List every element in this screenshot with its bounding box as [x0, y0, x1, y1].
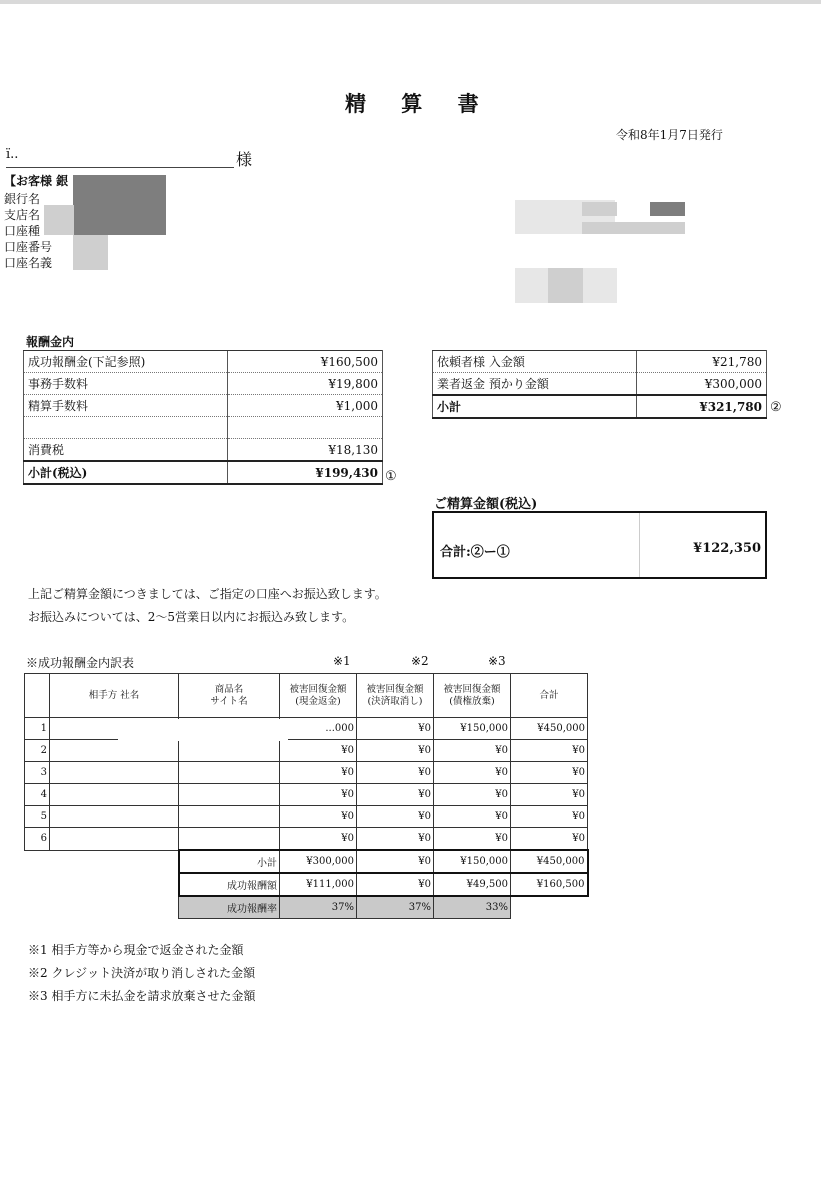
account-holder-label: 口座名義 — [4, 256, 53, 270]
star-note-2: ※2 — [411, 654, 429, 668]
breakdown-row — [25, 806, 588, 828]
fee-cancel: ¥0 — [357, 873, 434, 896]
fee-amount: ¥18,130 — [228, 439, 383, 462]
breakdown-title: ※成功報酬金内訳表 — [26, 656, 135, 670]
cash-cell: ¥0 — [280, 806, 357, 828]
waive-cell: ¥150,000 — [434, 718, 511, 740]
fee-row — [24, 373, 383, 395]
fee-total: ¥160,500 — [511, 873, 588, 896]
redaction-block — [582, 222, 685, 234]
footnote-2: ※2 クレジット決済が取り消しされた金額 — [28, 966, 256, 980]
fee-waive: ¥49,500 — [434, 873, 511, 896]
col-header-product: 商品名 サイト名 — [179, 674, 280, 718]
product-cell — [179, 784, 280, 806]
total-cell: ¥0 — [511, 784, 588, 806]
redaction-block — [118, 719, 288, 741]
redaction-block — [582, 202, 617, 216]
fee-subtotal-row — [24, 461, 383, 484]
row-number: 2 — [25, 740, 50, 762]
breakdown-row — [25, 740, 588, 762]
counterparty-cell — [50, 784, 179, 806]
col-header-no — [25, 674, 50, 718]
rate-label: 成功報酬率 — [179, 896, 280, 919]
cash-cell: ¥0 — [280, 828, 357, 851]
footnote-1: ※1 相手方等から現金で返金された金額 — [28, 943, 244, 957]
fee-cash: ¥111,000 — [280, 873, 357, 896]
honorific: 様 — [236, 150, 253, 169]
fee-label: 成功報酬金(下記参照) — [24, 351, 228, 373]
cash-cell: ¥0 — [280, 784, 357, 806]
transfer-note: 上記ご精算金額につきましては、ご指定の口座へお振込致します。 — [28, 587, 387, 601]
subtotal-marker-1: ① — [385, 469, 397, 484]
counterparty-cell — [50, 806, 179, 828]
star-note-3: ※3 — [488, 654, 506, 668]
cash-cell: ¥0 — [280, 762, 357, 784]
footnote-3: ※3 相手方に未払金を請求放棄させた金額 — [28, 989, 256, 1003]
deposits-table — [432, 350, 767, 419]
cash-cell: ...000 — [280, 718, 357, 740]
fee-label — [24, 417, 228, 439]
settlement-total-amount: ¥122,350 — [693, 541, 761, 556]
subtotal-cancel: ¥0 — [357, 850, 434, 873]
fee-subtotal-label: 小計(税込) — [24, 461, 228, 484]
fee-row — [24, 395, 383, 417]
fee-row — [24, 351, 383, 373]
cash-cell: ¥0 — [280, 740, 357, 762]
transfer-timing-note: お振込みについては、2～5営業日以内にお振込み致します。 — [28, 610, 355, 624]
redaction-block — [73, 175, 166, 235]
fee-subtotal-amount: ¥199,430 — [228, 461, 383, 484]
redaction-block — [73, 235, 108, 270]
breakdown-row — [25, 784, 588, 806]
fee-amount: ¥160,500 — [228, 351, 383, 373]
customer-name-line — [6, 147, 234, 168]
deposit-label: 業者返金 預かり金額 — [433, 373, 637, 396]
col-header-cancel: 被害回復金額 (決済取消し) — [357, 674, 434, 718]
col-header-counterparty: 相手方 社名 — [50, 674, 179, 718]
fee-label: 精算手数料 — [24, 395, 228, 417]
waive-cell: ¥0 — [434, 806, 511, 828]
rate-waive: 33% — [434, 896, 511, 919]
breakdown-header-row — [25, 674, 588, 718]
fee-row — [24, 439, 383, 462]
bank-name-label: 銀行名 — [4, 192, 41, 206]
redaction-block — [650, 202, 685, 216]
subtotal-marker-2: ② — [770, 400, 782, 415]
customer-name-fragment: ï.. — [6, 147, 19, 162]
counterparty-cell — [50, 828, 179, 851]
waive-cell: ¥0 — [434, 828, 511, 851]
document-title: 精 算 書 — [345, 91, 493, 116]
settlement-title: ご精算金額(税込) — [434, 497, 538, 512]
row-number: 3 — [25, 762, 50, 784]
account-number-label: 口座番号 — [4, 240, 53, 254]
breakdown-rate-row — [25, 896, 588, 919]
waive-cell: ¥0 — [434, 740, 511, 762]
deposit-subtotal-label: 小計 — [433, 395, 637, 418]
cancel-cell: ¥0 — [357, 740, 434, 762]
deposit-subtotal-amount: ¥321,780 — [637, 395, 767, 418]
breakdown-row — [25, 718, 588, 740]
deposit-amount: ¥300,000 — [637, 373, 767, 396]
breakdown-subtotal-row — [25, 850, 588, 873]
breakdown-row — [25, 762, 588, 784]
cancel-cell: ¥0 — [357, 806, 434, 828]
subtotal-waive: ¥150,000 — [434, 850, 511, 873]
row-number: 1 — [25, 718, 50, 740]
col-header-total: 合計 — [511, 674, 588, 718]
rate-cancel: 37% — [357, 896, 434, 919]
branch-name-label: 支店名 — [4, 208, 41, 222]
fee-amount-label: 成功報酬額 — [179, 873, 280, 896]
fee-amount: ¥19,800 — [228, 373, 383, 395]
subtotal-cash: ¥300,000 — [280, 850, 357, 873]
subtotal-total: ¥450,000 — [511, 850, 588, 873]
total-cell: ¥0 — [511, 740, 588, 762]
product-cell — [179, 828, 280, 851]
fees-section-title: 報酬金内 — [26, 335, 75, 349]
star-note-1: ※1 — [333, 654, 351, 668]
cancel-cell: ¥0 — [357, 718, 434, 740]
bank-section-label: 【お客様 銀 — [4, 174, 69, 188]
waive-cell: ¥0 — [434, 784, 511, 806]
fee-row — [24, 417, 383, 439]
page-top-border — [0, 0, 821, 4]
product-cell — [179, 806, 280, 828]
total-divider — [639, 513, 640, 577]
breakdown-row — [25, 828, 588, 851]
breakdown-fee-row — [25, 873, 588, 896]
account-type-label: 口座種 — [4, 224, 41, 238]
issue-date: 令和8年1月7日発行 — [616, 128, 723, 142]
counterparty-cell — [50, 740, 179, 762]
total-cell: ¥450,000 — [511, 718, 588, 740]
fee-label: 事務手数料 — [24, 373, 228, 395]
subtotal-label: 小計 — [179, 850, 280, 873]
fee-amount — [228, 417, 383, 439]
fee-label: 消費税 — [24, 439, 228, 462]
redaction-block — [44, 205, 74, 235]
total-cell: ¥0 — [511, 828, 588, 851]
settlement-total-box — [432, 511, 767, 579]
breakdown-table — [24, 673, 589, 919]
cancel-cell: ¥0 — [357, 828, 434, 851]
fee-amount: ¥1,000 — [228, 395, 383, 417]
row-number: 5 — [25, 806, 50, 828]
row-number: 4 — [25, 784, 50, 806]
product-cell — [179, 740, 280, 762]
col-header-waive: 被害回復金額 (債権放棄) — [434, 674, 511, 718]
row-number: 6 — [25, 828, 50, 851]
counterparty-cell — [50, 762, 179, 784]
deposit-label: 依頼者様 入金額 — [433, 351, 637, 373]
deposit-amount: ¥21,780 — [637, 351, 767, 373]
rate-cash: 37% — [280, 896, 357, 919]
fees-table — [23, 350, 383, 485]
total-cell: ¥0 — [511, 762, 588, 784]
waive-cell: ¥0 — [434, 762, 511, 784]
cancel-cell: ¥0 — [357, 784, 434, 806]
cancel-cell: ¥0 — [357, 762, 434, 784]
deposit-row — [433, 351, 767, 373]
total-cell: ¥0 — [511, 806, 588, 828]
col-header-cash: 被害回復金額 (現金返金) — [280, 674, 357, 718]
deposit-subtotal-row — [433, 395, 767, 418]
redaction-block — [548, 268, 583, 303]
settlement-total-label: 合計:②ー① — [440, 545, 510, 560]
product-cell — [179, 762, 280, 784]
deposit-row — [433, 373, 767, 396]
